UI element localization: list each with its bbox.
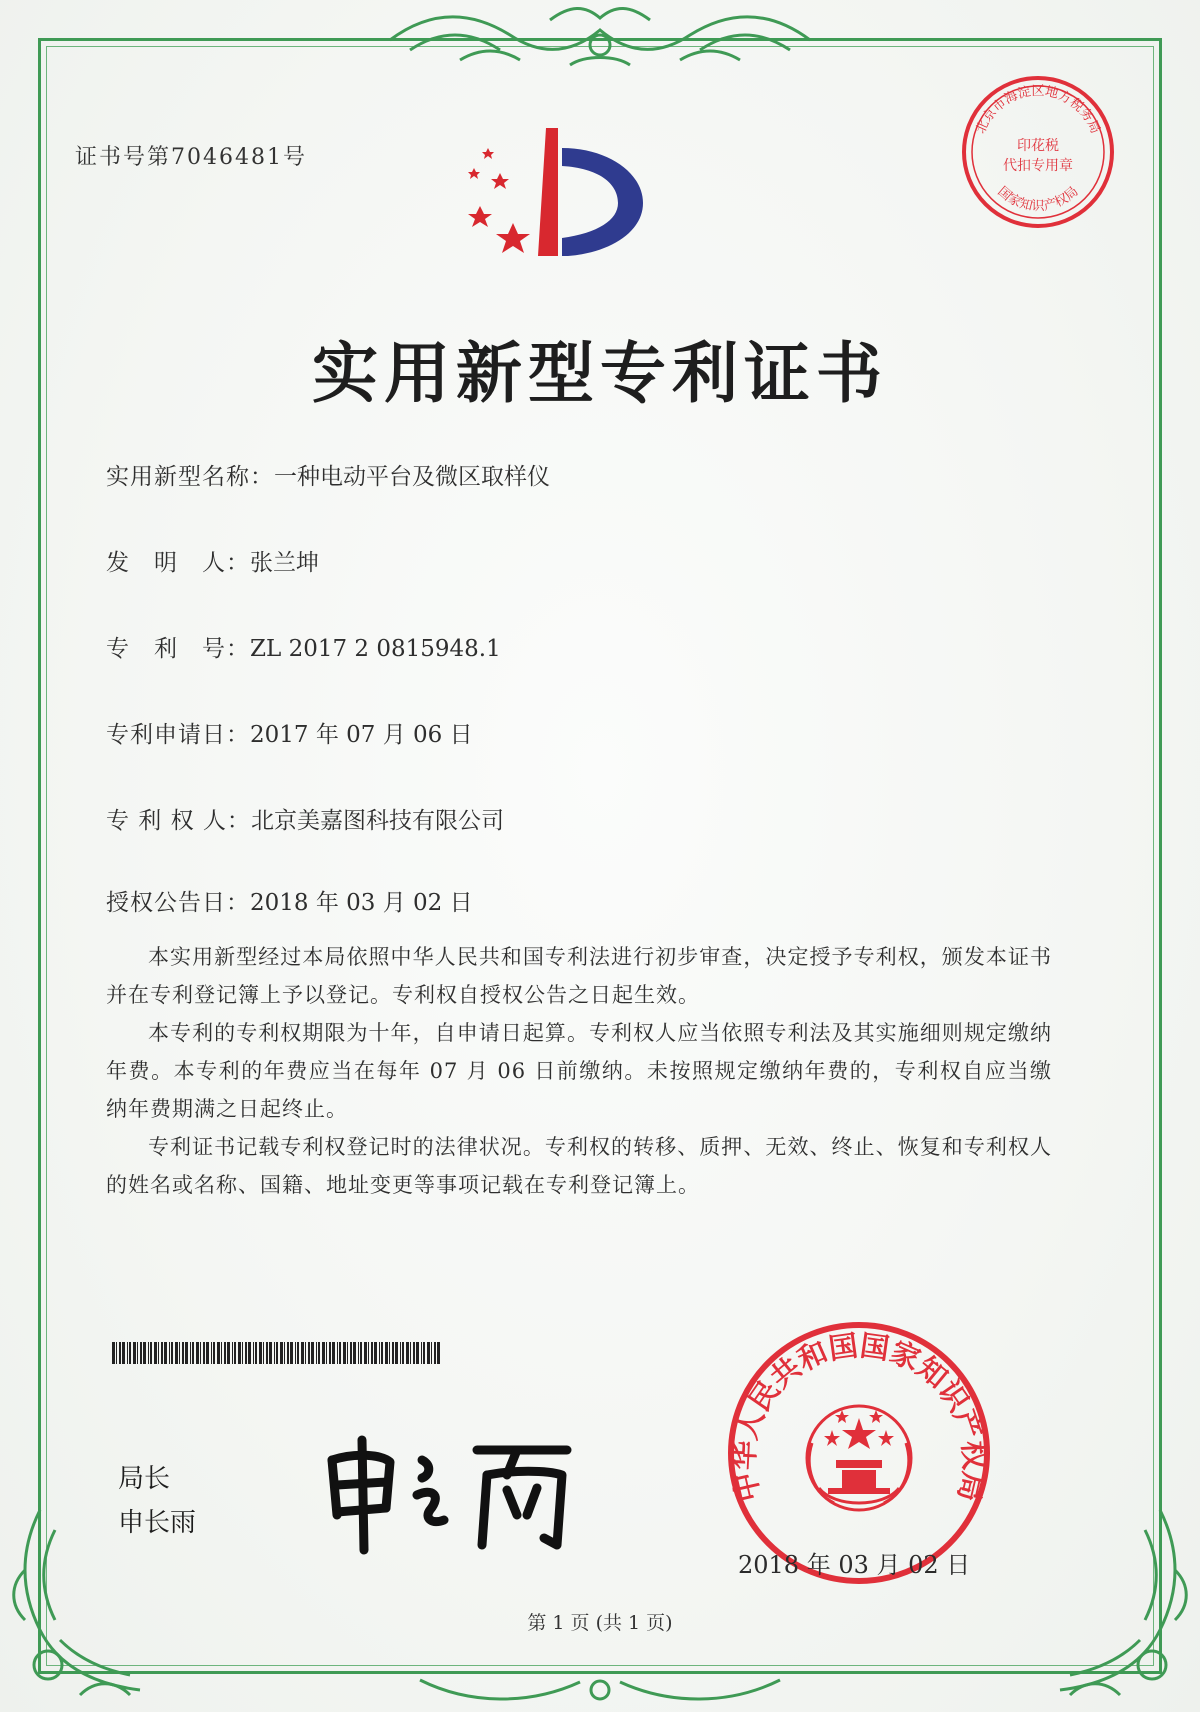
certificate-title: 实用新型专利证书 <box>312 334 888 412</box>
certificate-number: 证书号第7046481号 <box>75 145 307 170</box>
director-signature-icon <box>312 1420 592 1560</box>
bottom-right-ornament-icon <box>1040 1490 1200 1712</box>
field-value: 一种电动平台及微区取样仪 <box>274 464 550 490</box>
body-paragraph-1: 本实用新型经过本局依照中华人民共和国专利法进行初步审查，决定授予专利权，颁发本证书并在专利登记簿上予以登记。专利权自授权公告之日起生效。 <box>106 945 1052 1007</box>
field-label: 专利申请日： <box>106 722 250 748</box>
field-value: 2017 年 07 月 06 日 <box>250 722 473 748</box>
director-title: 局长 <box>118 1464 171 1494</box>
field-label: 实用新型名称： <box>106 464 274 490</box>
field-value: ZL 2017 2 0815948.1 <box>250 636 501 662</box>
field-utility-model-name <box>106 458 550 491</box>
patent-office-logo-icon <box>458 128 698 278</box>
certificate-body <box>106 938 1052 1204</box>
body-paragraph-3: 专利证书记载专利权登记时的法律状况。专利权的转移、质押、无效、终止、恢复和专利权人的姓名或名称、国籍、地址变更等事项记载在专利登记簿上。 <box>106 1135 1052 1197</box>
page-footer: 第 1 页 (共 1 页) <box>527 1612 673 1634</box>
body-paragraph-2: 本专利的专利权期限为十年，自申请日起算。专利权人应当依照专利法及其实施细则规定缴纳年费。本专利的年费应当在每年 07 月 06 日前缴纳。未按照规定缴纳年费的，专利权自应当缴纳年费期满之日起终止。 <box>106 1021 1052 1121</box>
field-value: 北京美嘉图科技有限公司 <box>250 808 504 834</box>
tax-seal-outer-text: 北京市海淀区地方税务局 <box>973 84 1103 137</box>
tax-seal-line2: 代扣专用章 <box>1003 158 1073 174</box>
field-patentee <box>106 802 504 835</box>
field-label: 发 明 人： <box>106 550 250 576</box>
field-label: 授权公告日： <box>106 890 250 916</box>
field-application-date <box>106 716 473 749</box>
svg-text:国家知识产权局 <box>994 184 1081 214</box>
tax-seal-bottom-text: 国家知识产权局 <box>994 184 1082 215</box>
field-grant-date <box>106 884 473 917</box>
field-label: 专 利 号： <box>106 636 250 662</box>
field-patent-number <box>106 630 501 663</box>
barcode-icon <box>112 1342 442 1364</box>
tax-bureau-seal-icon <box>958 72 1118 232</box>
field-label: 专 利 权 人： <box>106 808 251 834</box>
field-value: 张兰坤 <box>250 550 319 576</box>
top-ornament-icon <box>370 0 830 80</box>
director-name: 申长雨 <box>118 1508 197 1538</box>
field-value: 2018 年 03 月 02 日 <box>250 890 473 916</box>
tax-seal-line1: 印花税 <box>1017 138 1059 154</box>
field-inventor <box>106 544 319 577</box>
seal-date: 2018 年 03 月 02 日 <box>738 1551 971 1579</box>
state-seal-arc-text: 中华人民共和国国家知识产权局 <box>726 1328 992 1505</box>
